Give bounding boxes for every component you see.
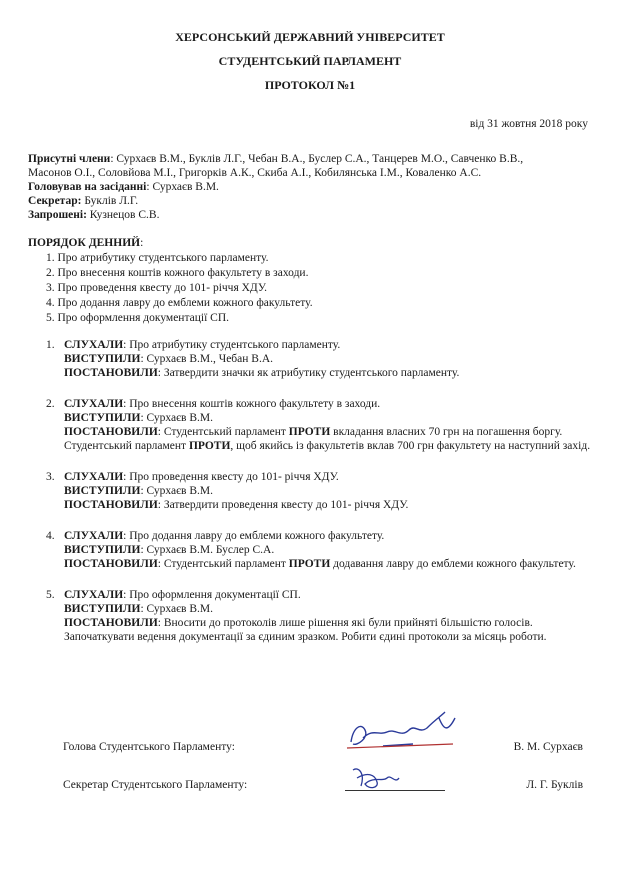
resolved-line: ПОСТАНОВИЛИ: Затвердити проведення квесту до 101- річчя ХДУ. [64, 499, 409, 511]
minutes-item-4 [46, 529, 591, 571]
minutes-items [46, 338, 591, 661]
minutes-item-2 [46, 397, 591, 453]
heard-line: СЛУХАЛИ: Про оформлення документації СП. [64, 589, 301, 601]
minutes-item-5 [46, 588, 591, 644]
minutes-item-3 [46, 470, 591, 512]
invited-label: Запрошені: [28, 209, 87, 221]
document-header [0, 30, 620, 102]
secretary-signature-row [63, 778, 593, 794]
secretary-value: Буклів Л.Г. [81, 195, 139, 207]
invited-value: Кузнецов С.В. [86, 209, 160, 221]
resolved-line: ПОСТАНОВИЛИ: Студентський парламент ПРОТИ вкладання власних 70 грн на погашення боргу. Студентський парламент ПРОТИ, щоб якийсь із факультетів вклав 700 грн факультету на наступний захід. [64, 426, 591, 452]
secretary-name: Л. Г. Буклів [526, 779, 583, 791]
chair-value: : Сурхаєв В.М. [146, 181, 219, 193]
item-number: 2. [46, 398, 55, 410]
resolved-line: ПОСТАНОВИЛИ: Затвердити значки як атрибутику студентського парламенту. [64, 367, 460, 379]
heard-line: СЛУХАЛИ: Про проведення квесту до 101- річчя ХДУ. [64, 471, 339, 483]
agenda-item: 2. Про внесення коштів кожного факультету в заходи. [46, 267, 309, 279]
university-title: ХЕРСОНСЬКИЙ ДЕРЖАВНИЙ УНІВЕРСИТЕТ [175, 30, 445, 44]
secretary-label: Секретар: [28, 195, 82, 207]
agenda-item: 4. Про додання лавру до емблеми кожного факультету. [46, 297, 313, 309]
head-signature-row [63, 740, 593, 756]
item-number: 4. [46, 530, 55, 542]
present-label: Присутні члени [28, 153, 111, 165]
present-members [28, 152, 598, 166]
heard-line: СЛУХАЛИ: Про внесення коштів кожного факультету в заходи. [64, 398, 381, 410]
present-list-2: Масонов О.І., Соловйова М.І., Григорків А.К., Скиба А.І., Кобилянська І.М., Коваленко А.С. [28, 167, 482, 179]
agenda-list [46, 251, 313, 326]
resolved-line: ПОСТАНОВИЛИ: Вносити до протоколів лише рішення які були прийняті більшістю голосів. Започаткувати ведення документації за єдиним зразком. Робити єдині протоколи за місяць роботи. [64, 617, 547, 643]
attendance-block [28, 152, 598, 222]
agenda-title: ПОРЯДОК ДЕННИЙ: [28, 237, 144, 249]
agenda-item: 1. Про атрибутику студентського парламенту. [46, 252, 269, 264]
head-signature-label: Голова Студентського Парламенту: [63, 741, 235, 753]
present-list-1: : Сурхаєв В.М., Буклів Л.Г., Чебан В.А., Буслер С.А., Танцерев М.О., Савченко В.В., [110, 153, 524, 165]
spoke-line: ВИСТУПИЛИ: Сурхаєв В.М. [64, 603, 213, 615]
chair-row [28, 180, 598, 194]
spoke-line: ВИСТУПИЛИ: Сурхаєв В.М., Чебан В.А. [64, 353, 274, 365]
head-signature-icon [343, 708, 473, 754]
minutes-item-1 [46, 338, 591, 380]
protocol-title: ПРОТОКОЛ №1 [264, 78, 356, 92]
item-number: 1. [46, 339, 55, 351]
resolved-line: ПОСТАНОВИЛИ: Студентський парламент ПРОТИ додавання лавру до емблеми кожного факультету. [64, 558, 576, 570]
parliament-title: СТУДЕНТСЬКИЙ ПАРЛАМЕНТ [218, 54, 402, 68]
heard-line: СЛУХАЛИ: Про атрибутику студентського парламенту. [64, 339, 341, 351]
chair-label: Головував на засіданні [28, 181, 147, 193]
secretary-signature-line [345, 790, 445, 791]
spoke-line: ВИСТУПИЛИ: Сурхаєв В.М. Буслер С.А. [64, 544, 275, 556]
invited-row [28, 208, 598, 222]
agenda-item: 5. Про оформлення документації СП. [46, 312, 230, 324]
secretary-row [28, 194, 598, 208]
protocol-date: від 31 жовтня 2018 року [469, 118, 588, 130]
head-name: В. М. Сурхаєв [513, 741, 583, 753]
agenda-item: 3. Про проведення квесту до 101- річчя ХДУ. [46, 282, 268, 294]
spoke-line: ВИСТУПИЛИ: Сурхаєв В.М. [64, 485, 213, 497]
item-number: 3. [46, 471, 55, 483]
spoke-line: ВИСТУПИЛИ: Сурхаєв В.М. [64, 412, 213, 424]
secretary-signature-label: Секретар Студентського Парламенту: [63, 779, 248, 791]
heard-line: СЛУХАЛИ: Про додання лавру до емблеми кожного факультету. [64, 530, 385, 542]
item-number: 5. [46, 589, 55, 601]
